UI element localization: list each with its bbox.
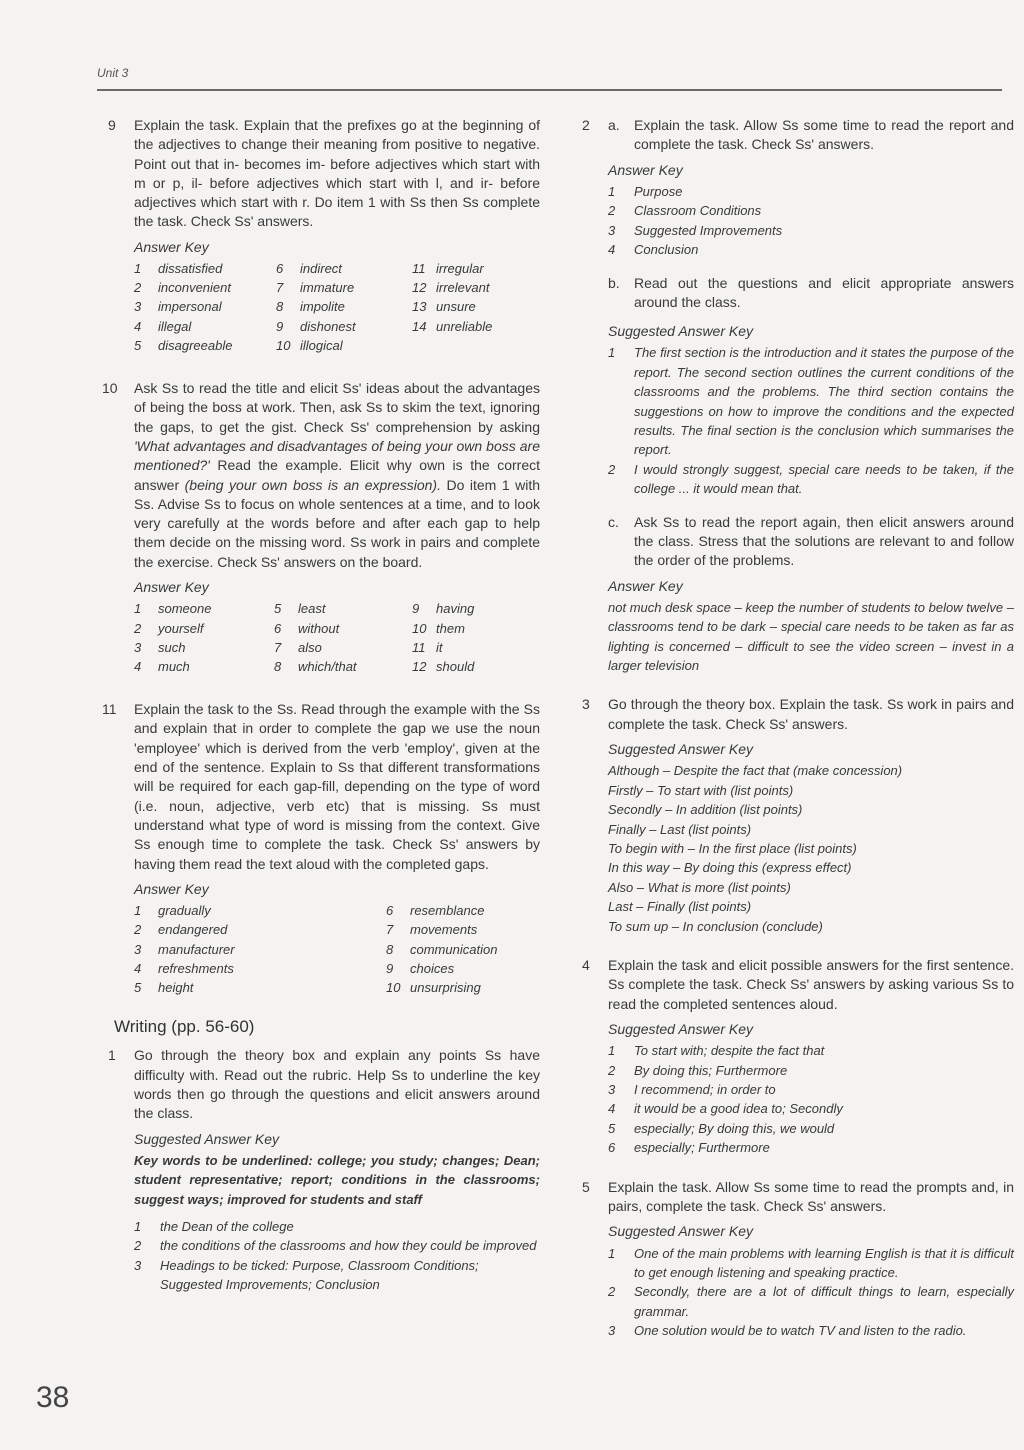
instructions: Explain the task and elicit possible answers for the first sentence. Ss complete the task. Check Ss' answers by asking various Ss to read the completed sentences aloud. <box>608 957 1014 1012</box>
answer-cell <box>134 901 386 920</box>
answer-key-label: Suggested Answer Key <box>608 1020 754 1037</box>
item-number: 1 <box>608 1245 616 1261</box>
answer-text: having <box>436 601 475 617</box>
answer-number: 11 <box>412 261 426 277</box>
answer-number: 12 <box>412 658 427 674</box>
part-letter: a. <box>608 117 620 133</box>
left-column <box>102 116 541 1294</box>
answer-number: 3 <box>134 299 142 315</box>
answer-key-label: Answer Key <box>134 238 209 255</box>
answer-grid <box>134 901 540 997</box>
answer-number: 10 <box>386 979 401 995</box>
section-heading: Writing (pp. 56-60) <box>114 1017 255 1037</box>
instructions <box>134 379 540 572</box>
answer-number: 13 <box>412 299 427 315</box>
answer-line: In this way – By doing this (express effect) <box>608 860 852 876</box>
answer-list <box>608 1244 1014 1341</box>
answer-text: unreliable <box>436 318 493 334</box>
answer-text: someone <box>158 601 212 617</box>
item-number: 1 <box>608 1043 616 1059</box>
question-text: 'What advantages and disadvantages of being your own boss are mentioned?' <box>134 437 540 474</box>
answer-cell <box>134 297 276 316</box>
answer-cell <box>134 920 386 939</box>
item-text: especially; By doing this, we would <box>634 1120 835 1136</box>
answer-key-label: Suggested Answer Key <box>134 1130 280 1147</box>
answer-grid <box>134 599 540 676</box>
item-text: the conditions of the classrooms and how they could be improved <box>160 1238 537 1254</box>
item-text: Conclusion <box>634 242 699 258</box>
answer-text: also <box>298 639 322 655</box>
item-number: 2 <box>608 203 616 219</box>
answer-number: 4 <box>134 658 142 674</box>
answer-number: 4 <box>134 318 142 334</box>
answer-key-label: Suggested Answer Key <box>608 1223 754 1240</box>
item-text: One solution would be to watch TV and listen to the radio. <box>634 1323 967 1339</box>
list-item <box>608 201 1014 220</box>
answer-cell <box>274 638 412 657</box>
exercise-5 <box>582 1178 1014 1341</box>
answer-number: 5 <box>134 337 142 353</box>
right-column <box>582 116 1014 1341</box>
list-item <box>608 1080 1014 1099</box>
answer-cell <box>134 959 386 978</box>
answer-text: height <box>158 979 194 995</box>
exercise-number: 4 <box>582 957 590 974</box>
answer-text: disagreeable <box>158 337 233 353</box>
answer-number: 3 <box>134 639 142 655</box>
exercise-number: 3 <box>582 696 590 713</box>
answer-text: movements <box>410 922 478 938</box>
answer-key-label: Suggested Answer Key <box>608 323 754 340</box>
answer-key-label: Answer Key <box>608 577 683 594</box>
item-number: 2 <box>608 1062 616 1078</box>
answer-text: should <box>436 658 475 674</box>
answer-text: much <box>158 658 190 674</box>
answer-line: Also – What is more (list points) <box>608 879 791 895</box>
instructions: Read out the questions and elicit appropriate answers around the class. <box>634 274 1014 310</box>
answer-cell <box>274 619 412 638</box>
answer-cell <box>276 297 412 316</box>
item-number: 3 <box>608 1082 616 1098</box>
exercise-4 <box>582 956 1014 1158</box>
list-item <box>134 1256 540 1295</box>
answer-cell <box>134 317 276 336</box>
answer-line: To sum up – In conclusion (conclude) <box>608 918 823 934</box>
list-item <box>608 221 1014 240</box>
item-text: I would strongly suggest, special care needs to be taken, if the college ... it would mean that. <box>634 461 1014 497</box>
item-number: 5 <box>608 1120 616 1136</box>
item-text: Purpose <box>634 183 683 199</box>
answer-cell <box>386 959 556 978</box>
answer-cell <box>412 619 552 638</box>
list-item <box>608 1041 1014 1060</box>
answer-text: irrelevant <box>436 280 490 296</box>
item-text: Suggested Improvements <box>634 222 783 238</box>
exercise-number: 2 <box>582 117 590 133</box>
list-item <box>608 460 1014 499</box>
answer-text: communication <box>410 941 498 957</box>
answer-cell <box>412 599 552 618</box>
answer-number: 5 <box>134 979 142 995</box>
answer-number: 11 <box>412 639 426 655</box>
item-number: 2 <box>608 1284 616 1300</box>
answer-text: endangered <box>158 922 228 938</box>
answer-text: them <box>436 620 465 636</box>
answer-text: unsure <box>436 299 476 315</box>
answer-number: 3 <box>134 941 142 957</box>
item-text: the Dean of the college <box>160 1218 294 1234</box>
item-text: Secondly, there are a lot of difficult things to learn, especially grammar. <box>634 1284 1014 1319</box>
answer-number: 8 <box>276 299 284 315</box>
answer-number: 12 <box>412 280 427 296</box>
answer-cell <box>386 978 556 997</box>
answer-cell <box>386 901 556 920</box>
answer-line: Firstly – To start with (list points) <box>608 782 794 798</box>
instructions: Explain the task. Allow Ss some time to read the report and complete the task. Check Ss' answers. <box>634 117 1014 153</box>
list-item <box>608 1061 1014 1080</box>
answer-text: impersonal <box>158 299 222 315</box>
answer-text: illegal <box>158 318 192 334</box>
answer-text: dishonest <box>300 318 356 334</box>
answer-text: it <box>436 639 443 655</box>
answer-cell <box>134 978 386 997</box>
answer-line: To begin with – In the first place (list points) <box>608 840 857 856</box>
answer-cell <box>134 336 276 355</box>
instructions: Go through the theory box and explain any points Ss have difficulty with. Read out the rubric. Help Ss to underline the key words then go through the questions and elicit answers around the class. <box>134 1047 540 1122</box>
answer-number: 4 <box>134 960 142 976</box>
item-number: 2 <box>134 1238 142 1254</box>
list-item <box>608 1119 1014 1138</box>
answer-list <box>608 343 1014 498</box>
page-number: 38 <box>36 1381 70 1414</box>
answer-key-label: Suggested Answer Key <box>608 741 754 758</box>
answer-text: not much desk space – keep the number of students to below twelve – classrooms tend to be dark – special care needs to be taken as far as lighting is concerned – difficult to see the video screen – invest in a larger television <box>608 599 1014 674</box>
answer-text: impolite <box>300 299 345 315</box>
answer-text: refreshments <box>158 960 234 976</box>
list-item <box>608 343 1014 459</box>
answer-number: 8 <box>386 941 394 957</box>
answer-number: 8 <box>274 658 282 674</box>
answer-text: indirect <box>300 261 342 277</box>
item-number: 4 <box>608 1101 616 1117</box>
list-item <box>608 1244 1014 1283</box>
answer-line: Secondly – In addition (list points) <box>608 802 803 818</box>
part-b <box>608 274 1014 313</box>
answer-number: 10 <box>412 620 427 636</box>
answer-cell <box>134 599 274 618</box>
answer-text: manufacturer <box>158 941 235 957</box>
answer-cell <box>386 940 556 959</box>
answer-key-label: Answer Key <box>608 161 683 178</box>
answer-number: 1 <box>134 601 142 617</box>
answer-text: resemblance <box>410 903 485 919</box>
answer-line: Although – Despite the fact that (make concession) <box>608 763 903 779</box>
answer-cell <box>134 940 386 959</box>
answer-cell <box>412 297 552 316</box>
item-number: 3 <box>608 1323 616 1339</box>
exercise-number: 10 <box>102 380 118 397</box>
answer-number: 10 <box>276 337 291 353</box>
answer-list <box>608 182 1014 260</box>
answer-text: such <box>158 639 186 655</box>
answer-cell <box>276 336 412 355</box>
answer-cell <box>276 317 412 336</box>
item-number: 4 <box>608 242 616 258</box>
instructions: Explain the task. Explain that the prefixes go at the beginning of the adjectives to change their meaning from positive to negative. Point out that in- becomes im- before adjectives which start with m or p, il- before adjectives which start with l, and ir- before adjectives which start with r. Do item 1 with Ss then Ss complete the task. Check Ss' answers. <box>134 117 540 230</box>
answer-number: 2 <box>134 620 142 636</box>
answer-number: 9 <box>276 318 284 334</box>
answer-grid <box>134 259 540 355</box>
item-text: especially; Furthermore <box>634 1140 770 1156</box>
answer-cell <box>276 259 412 278</box>
answer-cell <box>412 638 552 657</box>
keywords: Key words to be underlined: college; you study; changes; Dean; student representative; report; conditions in the classrooms; suggest ways; improved for students and staff <box>134 1152 540 1207</box>
part-c <box>608 513 1014 571</box>
answer-cell <box>386 920 556 939</box>
exercise-number: 5 <box>582 1178 590 1195</box>
item-number: 3 <box>608 222 616 238</box>
list-item <box>608 182 1014 201</box>
answer-cell <box>412 278 552 297</box>
exercise-10 <box>102 379 541 676</box>
list-item <box>134 1217 540 1236</box>
answer-cell <box>134 278 276 297</box>
answer-cell <box>412 259 552 278</box>
exercise-3 <box>582 695 1014 936</box>
answer-list <box>608 1041 1014 1157</box>
header-rule <box>97 89 1002 91</box>
answer-text: without <box>298 620 340 636</box>
answer-text: inconvenient <box>158 280 231 296</box>
answer-cell <box>134 259 276 278</box>
part-a <box>608 116 1014 155</box>
writing-exercise-1 <box>108 1046 540 1294</box>
answer-number: 2 <box>134 280 142 296</box>
answer-number: 1 <box>134 261 142 277</box>
answer-cell <box>412 657 552 676</box>
list-item <box>608 1099 1014 1118</box>
answer-cell <box>276 278 412 297</box>
answer-number: 7 <box>386 922 394 938</box>
item-text: it would be a good idea to; Secondly <box>634 1101 843 1117</box>
item-text: The first section is the introduction and it states the purpose of the report. The second section outlines the current conditions of the classrooms and the problems. The third section contains the suggestions on how to improve the conditions and the expected results. The final section is the conclusion which summarises the report. <box>634 345 1014 458</box>
exercise-2 <box>582 116 1014 675</box>
item-number: 3 <box>134 1257 142 1273</box>
instructions: Explain the task. Allow Ss some time to read the prompts and, in pairs, complete the task. Check Ss' answers. <box>608 1178 1014 1214</box>
item-number: 1 <box>608 345 616 361</box>
list-item <box>134 1236 540 1255</box>
list-item <box>608 1282 1014 1321</box>
item-text: One of the main problems with learning English is that it is difficult to get enough listening and speaking practice. <box>634 1245 1014 1280</box>
exercise-number: 9 <box>108 117 116 133</box>
answer-cell <box>274 657 412 676</box>
item-text: By doing this; Furthermore <box>634 1062 788 1078</box>
item-number: 1 <box>134 1218 142 1234</box>
item-number: 1 <box>608 183 616 199</box>
instructions: Go through the theory box. Explain the task. Ss work in pairs and complete the task. Check Ss' answers. <box>608 696 1014 732</box>
item-number: 6 <box>608 1140 616 1156</box>
answer-key-label: Answer Key <box>134 880 209 897</box>
item-text: To start with; despite the fact that <box>634 1043 825 1059</box>
answer-text: immature <box>300 280 355 296</box>
answer-text: which/that <box>298 658 357 674</box>
exercise-11 <box>102 700 540 997</box>
exercise-number: 1 <box>108 1047 116 1064</box>
answer-list <box>134 1217 540 1295</box>
answer-text: dissatisfied <box>158 261 223 277</box>
answer-text: irregular <box>436 261 484 277</box>
instructions: Explain the task to the Ss. Read through the example with the Ss and explain that in order to complete the gap we use the noun 'employee' which is derived from the verb 'employ', given at the end of the sentence. Explain to Ss that different transformations will be required for each gap-fill, depending on the type of word (i.e. noun, adjective, verb etc) that is missing. Ss must understand what type of word is missing from the context. Give Ss enough time to complete the task. Check Ss' answers by having them read the text aloud with the completed gaps. <box>134 701 540 872</box>
answer-cell <box>274 599 412 618</box>
answer-text: unsurprising <box>410 979 481 995</box>
answer-number: 6 <box>386 903 394 919</box>
answer-number: 7 <box>274 639 282 655</box>
answer-lines <box>608 761 1014 936</box>
item-text: Headings to be ticked: Purpose, Classroom Conditions; Suggested Improvements; Conclusion <box>160 1257 479 1293</box>
answer-number: 14 <box>412 318 427 334</box>
answer-text: least <box>298 601 326 617</box>
answer-number: 9 <box>412 601 420 617</box>
item-text: I recommend; in order to <box>634 1082 776 1098</box>
answer-text: gradually <box>158 903 211 919</box>
item-number: 2 <box>608 461 616 477</box>
answer-number: 6 <box>274 620 282 636</box>
text-part: Do item 1 with Ss. Advise Ss to focus on whole sentences at a time, and to look very carefully at the words before and after each gap to help them decide on the missing word. Ss work in pairs and complete the exercise. Check Ss' answers on the board. <box>134 476 541 570</box>
answer-text: yourself <box>158 620 204 636</box>
answer-line: Finally – Last (list points) <box>608 821 752 837</box>
exercise-9 <box>108 116 540 355</box>
part-letter: c. <box>608 513 619 530</box>
answer-number: 9 <box>386 960 394 976</box>
instructions: Ask Ss to read the report again, then elicit answers around the class. Stress that the solutions are relevant to and follow the order of the problems. <box>634 513 1014 569</box>
list-item <box>608 240 1014 259</box>
list-item <box>608 1321 1014 1340</box>
item-text: Classroom Conditions <box>634 203 762 219</box>
answer-number: 6 <box>276 261 284 277</box>
answer-number: 5 <box>274 601 282 617</box>
answer-line: Last – Finally (list points) <box>608 899 752 915</box>
answer-text: illogical <box>300 337 343 353</box>
text-part: Ask Ss to read the title and elicit Ss' ideas about the advantages of being the boss at work. Then, ask Ss to skim the text, ignoring the gaps, to get the gist. Check Ss' comprehension by asking <box>134 380 540 435</box>
answer-cell <box>412 317 552 336</box>
text-part: Read the example. Elicit why own is the correct answer <box>134 457 540 493</box>
example-text: (being your own boss is an expression). <box>184 476 441 493</box>
unit-header: Unit 3 <box>97 66 129 80</box>
answer-cell <box>412 336 552 355</box>
answer-text: choices <box>410 960 455 976</box>
answer-key-label: Answer Key <box>134 579 209 596</box>
part-letter: b. <box>608 274 620 291</box>
answer-number: 1 <box>134 903 142 919</box>
exercise-number: 11 <box>102 701 117 718</box>
list-item <box>608 1138 1014 1157</box>
answer-cell <box>134 638 274 657</box>
answer-cell <box>134 657 274 676</box>
answer-cell <box>134 619 274 638</box>
answer-number: 7 <box>276 280 284 296</box>
answer-number: 2 <box>134 922 142 938</box>
